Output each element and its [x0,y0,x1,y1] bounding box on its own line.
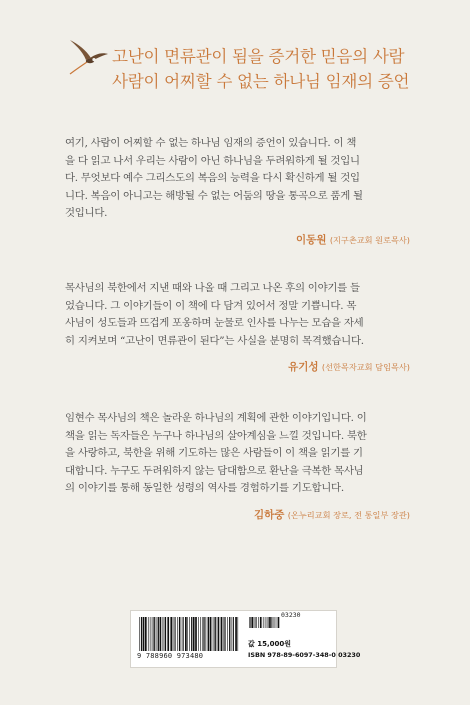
barcode-bar [202,617,203,651]
barcode-bar [177,617,178,651]
endorsement-1 [65,135,410,247]
barcode-bar [265,617,266,628]
barcode-bar [157,617,158,651]
barcode-bar [158,617,159,651]
barcode-bar [204,617,205,651]
endorser-name: 김하중 [253,508,285,521]
barcode-bar [170,617,172,651]
barcode-bar [229,617,230,651]
barcode-bar [231,617,232,651]
barcode-bar [273,617,274,628]
barcode-bar [198,617,199,651]
barcode-bar [267,617,268,628]
barcode-bar [250,617,251,628]
barcode-bar [179,617,180,651]
barcode-bar [145,617,147,651]
barcode-bar [153,617,154,651]
barcode-bar [224,617,225,651]
barcode-bar [263,617,264,628]
barcode-bar [174,617,175,651]
barcode-bar [238,617,239,651]
barcode-bar [268,617,269,628]
barcode-bar [251,617,253,628]
barcode-bar [207,617,208,651]
headline-line-1: 고난이 면류관이 됨을 증거한 믿음의 사람 [112,47,405,66]
barcode-bar [195,617,197,651]
barcode-bar [276,617,277,628]
endorsement-2 [65,280,410,374]
endorser-signature [65,232,410,247]
barcode-bar [175,617,176,651]
barcode-bar [139,617,140,651]
barcode-bar [278,617,280,628]
barcode-bar [214,617,215,651]
addon-digits: 03230 [281,611,301,619]
barcode-bar [143,617,145,651]
barcode-digits: 9 788960 973480 [137,652,204,660]
barcode-bar [235,617,237,651]
barcode-bar [274,617,275,628]
barcode-bar [185,617,187,651]
barcode-bar [167,617,169,651]
endorser-signature [65,507,410,522]
barcode-bar [193,617,195,651]
barcode-bar [218,617,220,651]
barcode-bar [200,617,201,651]
barcode-bar [256,617,257,628]
barcode-bar [152,617,153,651]
barcode-bar [208,617,209,651]
barcode-bar [141,617,142,651]
barcode-bar [203,617,204,651]
barcode-bar [221,617,223,651]
endorser-signature [65,359,410,374]
endorsement-text: 임현수 목사님의 책은 놀라운 하나님의 계획에 관한 이야기입니다. 이 책을 읽는 독자들은 누구나 하나님의 살아계심을 느낄 것입니다. 북한 을 사랑하고, 북한을 위해 기도하는 많은 사람들이 이 책을 읽기를 기 대합니다. 누구도 두려워하지 않는 담대함으로 환난을 극복한 목사님 의 이야기를 통해 동일한 성령의 역사를 경험하기를 기도합니다. [65,412,367,495]
barcode-bar [187,617,188,651]
barcode-bar [233,617,234,651]
barcode-bar [271,617,272,628]
barcode-bar [183,617,184,651]
barcode-bar [150,617,151,651]
barcode-bar [254,617,255,628]
endorsement-text: 여기, 사람이 어찌할 수 없는 하나님 임재의 증언이 있습니다. 이 책 을 다 읽고 나서 우리는 사람이 아닌 하나님을 두려워하게 될 것입니 다. 무엇보다 예수 그리스도의 복음의 능력을 다시 확신하게 될 것입 니다. 복음이 아니고는 해방될 수 없는 어둠의 땅을 통곡으로 품게 될 것입니다. [65,137,363,220]
isbn-barcode-label [130,610,361,668]
endorser-name: 유기성 [288,361,319,374]
endorser-name: 이동원 [296,233,327,246]
isbn-number: ISBN 978-89-6097-348-0 03230 [248,651,361,659]
barcode-bar [148,617,149,651]
isbn-barcode [139,617,239,651]
barcode-bar [191,617,192,651]
endorsement-3 [65,410,410,522]
headline-line-2: 사람이 어찌할 수 없는 하나님 임재의 증언 [112,72,410,91]
barcode-bar [227,617,228,651]
price: 값 15,000원 [248,640,291,648]
headline [112,44,452,94]
endorsement-text: 목사님의 북한에서 지낸 때와 나올 때 그리고 나온 후의 이야기를 들 었습니다. 그 이야기들이 이 책에 다 담겨 있어서 정말 기쁩니다. 목 사님이 성도들과 뜨겁게 포옹하며 눈물로 인사를 나누는 모습을 자세 히 지켜보며 “고난이 면류관이 된다”는 사실을 분명히 목격했습니다. [65,282,364,347]
barcode-bar [255,617,256,628]
barcode-bar [269,617,271,628]
endorser-role: (온누리교회 장로, 전 통일부 장관) [287,509,410,520]
barcode-bar [225,617,226,651]
barcode-bar [210,617,212,651]
barcode-bar [213,617,214,651]
barcode-bar [163,617,164,651]
barcode-bar [258,617,259,628]
barcode-bar [165,617,166,651]
barcode-bar [223,617,224,651]
barcode-bar [189,617,190,651]
barcode-bar [164,617,165,651]
endorser-role: (지구촌교회 원로목사) [329,234,410,245]
barcode-bar [215,617,216,651]
barcode-bar [260,617,262,628]
barcode-bar [160,617,162,651]
barcode-bar [154,617,155,651]
barcode-bar [181,617,182,651]
eagle-icon [64,38,110,78]
endorser-role: (선한목자교회 담임목사) [321,362,410,373]
barcode-bar [173,617,174,651]
barcode-bar [249,617,250,628]
